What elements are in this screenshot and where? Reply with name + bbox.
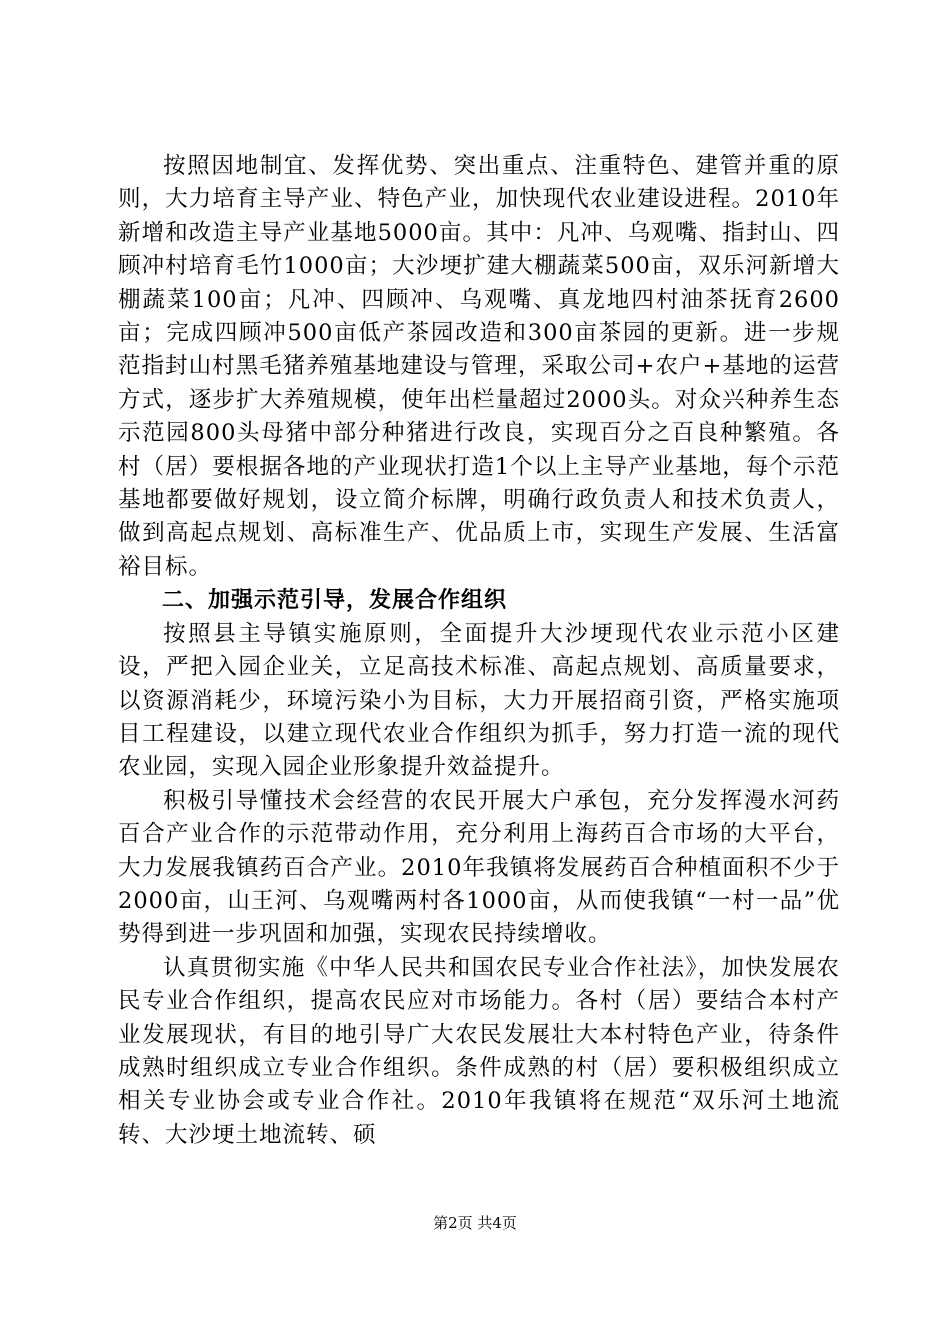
paragraph-demo-zone: 按照县主导镇实施原则，全面提升大沙埂现代农业示范小区建设，严把入园企业关，立足高技术标准、高起点规划、高质量要求，以资源消耗少，环境污染小为目标，大力开展招商引资，严格实施项目工程建设，以建立现代农业合作组织为抓手，努力打造一流的现代农业园，实现入园企业形象提升效益提升。 — [118, 620, 840, 781]
paragraph-lily-industry: 积极引导懂技术会经营的农民开展大户承包，充分发挥漫水河药百合产业合作的示范带动作用，充分利用上海药百合市场的大平台，大力发展我镇药百合产业。2010年我镇将发展药百合种植面积不少于2000亩，山王河、乌观嘴两村各1000亩，从而使我镇“一村一品”优势得到进一步巩固和加强，实现农民持续增收。 — [118, 787, 840, 948]
paragraph-industry-base: 按照因地制宜、发挥优势、突出重点、注重特色、建管并重的原则，大力培育主导产业、特色产业，加快现代农业建设进程。2010年新增和改造主导产业基地5000亩。其中：凡冲、乌观嘴、指封山、四顾冲村培育毛竹1000亩；大沙埂扩建大棚蔬菜500亩，双乐河新增大棚蔬菜100亩；凡冲、四顾冲、乌观嘴、真龙地四村油茶抚育2600亩；完成四顾冲500亩低产茶园改造和300亩茶园的更新。进一步规范指封山村黑毛猪养殖基地建设与管理，采取公司+农户+基地的运营方式，逐步扩大养殖规模，使年出栏量超过2000头。对众兴种养生态示范园800头母猪中部分种猪进行改良，实现百分之百良种繁殖。各村（居）要根据各地的产业现状打造1个以上主导产业基地，每个示范基地都要做好规划，设立简介标牌，明确行政负责人和技术负责人，做到高起点规划、高标准生产、优品质上市，实现生产发展、生活富裕目标。 — [118, 153, 840, 580]
section-heading-cooperation: 二、加强示范引导，发展合作组织 — [162, 588, 508, 614]
page-number-footer: 第2页 共4页 — [433, 1214, 517, 1232]
paragraph-cooperative-law: 认真贯彻实施《中华人民共和国农民专业合作社法》，加快发展农民专业合作组织，提高农民应对市场能力。各村（居）要结合本村产业发展现状，有目的地引导广大农民发展壮大本村特色产业，待条件成熟时组织成立专业合作组织。条件成熟的村（居）要积极组织成立相关专业协会或专业合作社。2010年我镇将在规范“双乐河土地流转、大沙埂土地流转、硕 — [118, 954, 840, 1148]
document-body — [118, 150, 840, 1152]
